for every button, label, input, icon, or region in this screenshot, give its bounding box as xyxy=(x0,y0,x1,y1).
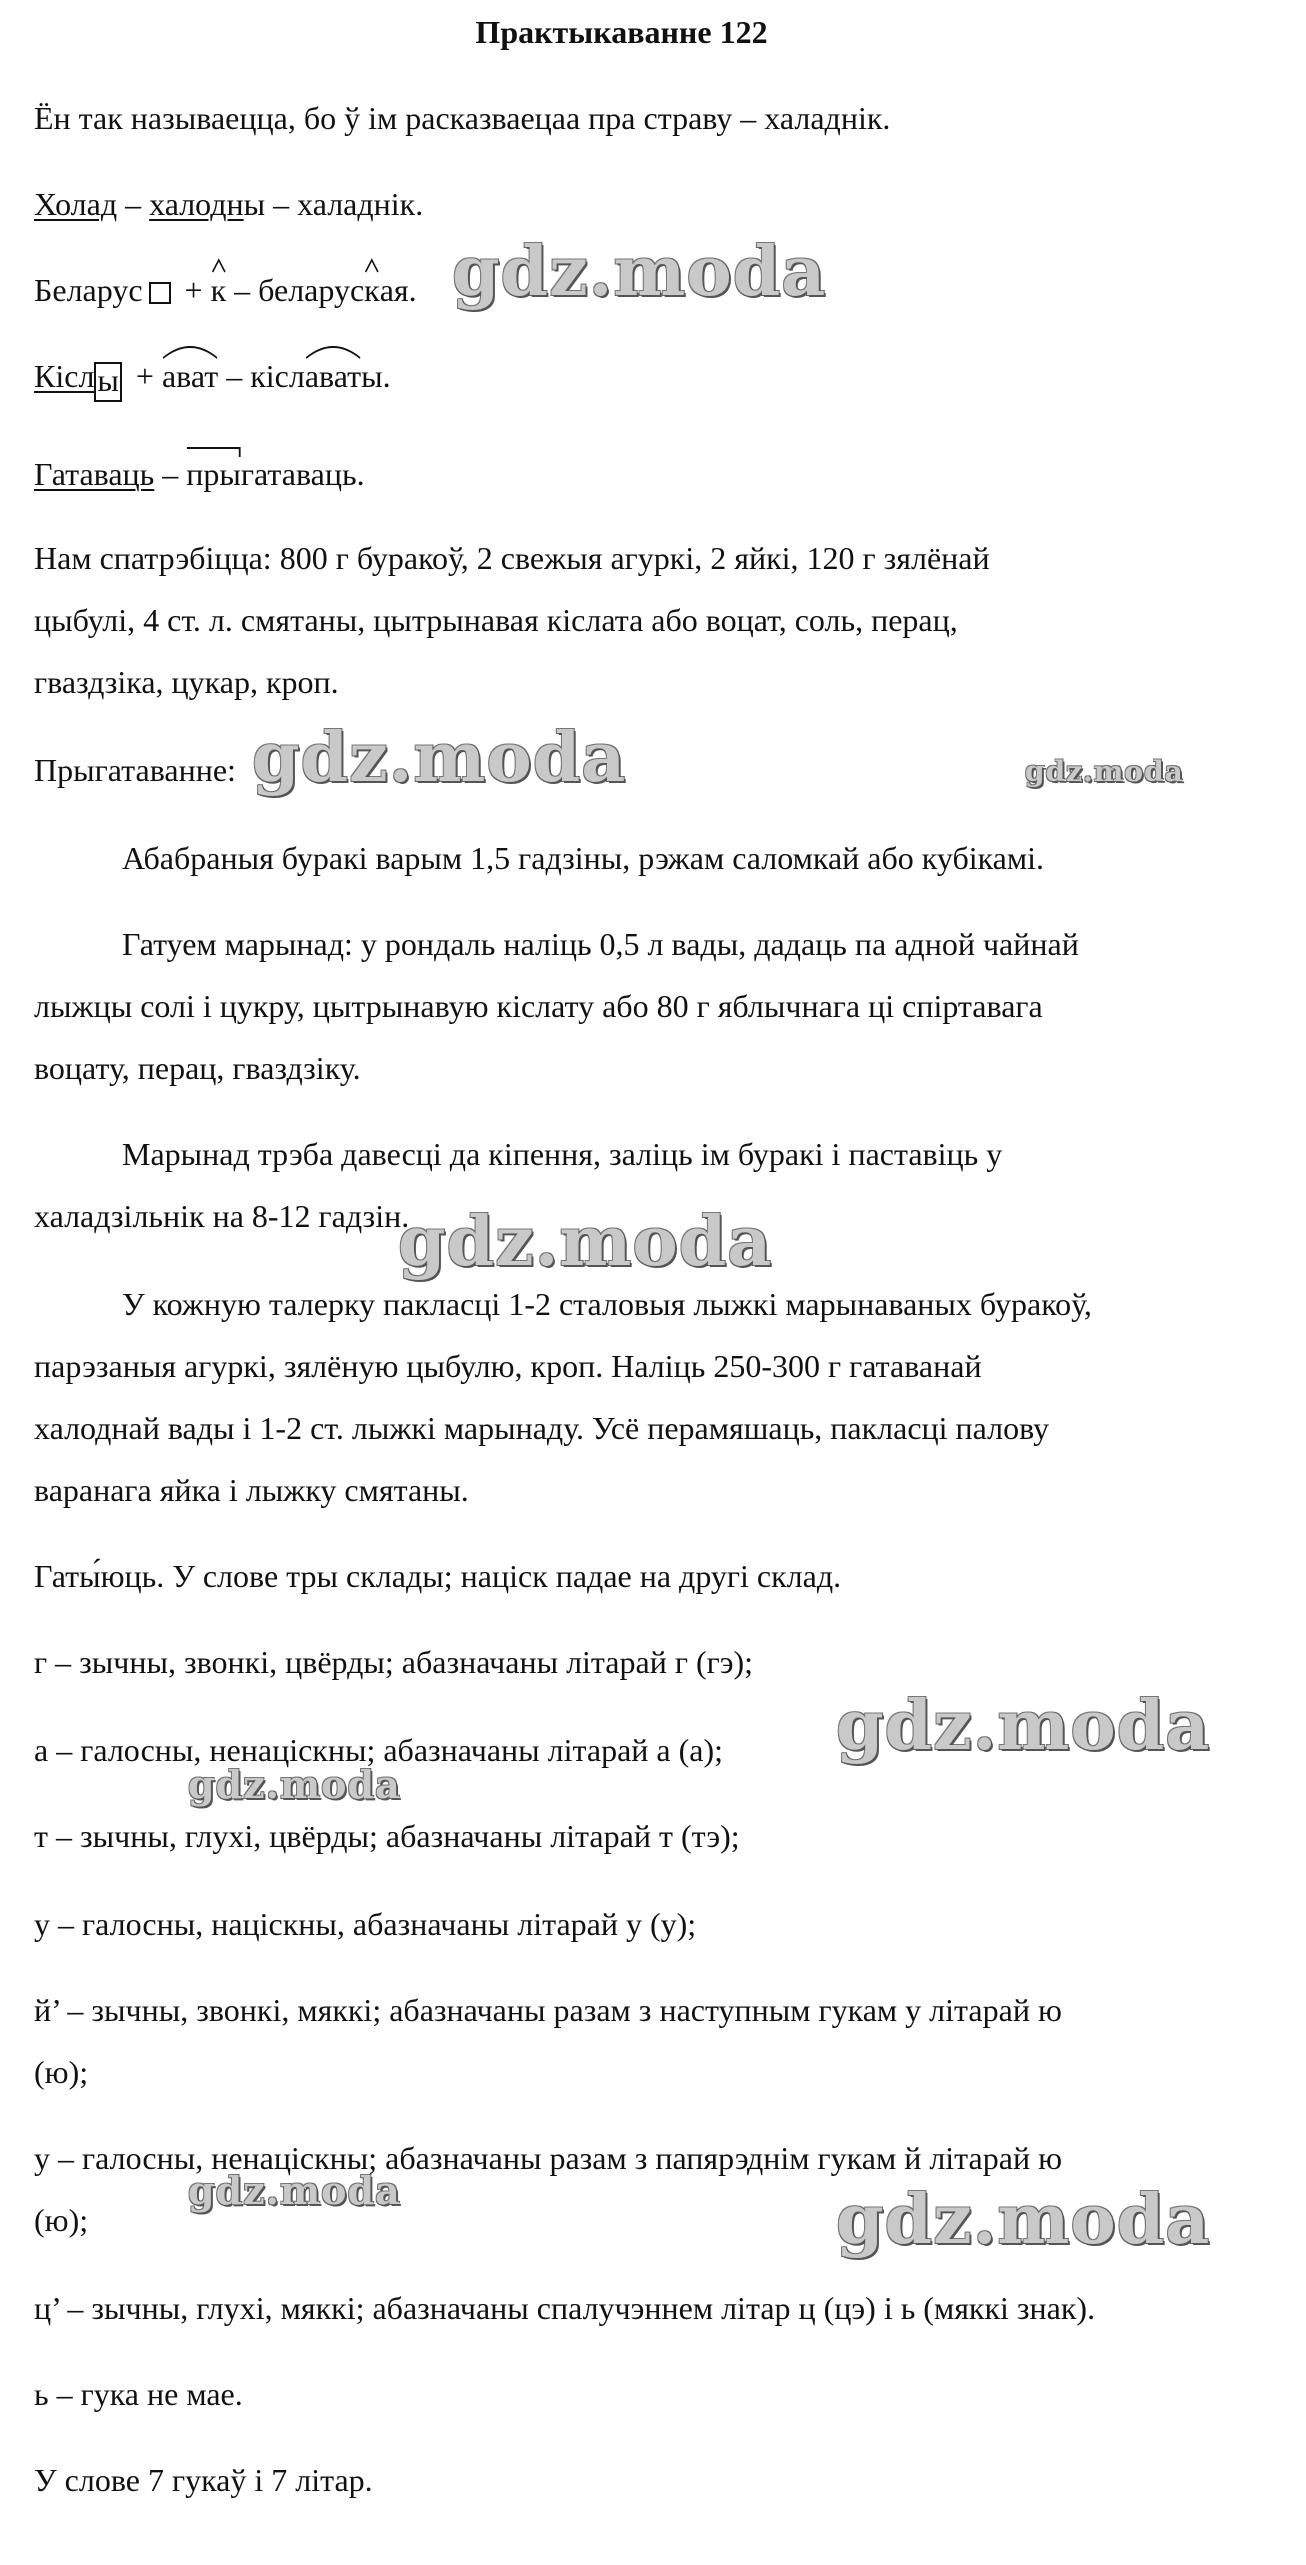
ending-box: ы xyxy=(94,362,122,402)
sound-line-7: ц’ – зычны, глухі, мяккі; абазначаны спалучэннем літар ц (цэ) і ь (мяккі знак). xyxy=(34,2290,1096,2326)
sound-line-5-cont: (ю); xyxy=(34,2054,89,2090)
sound-line-5: й’ – зычны, звонкі, мяккі; абазначаны разам з наступным гукам у літарай ю xyxy=(34,1992,1062,2028)
watermark: gdz.moda xyxy=(1025,755,1184,788)
result-text: – халаднік. xyxy=(265,186,424,222)
result-text-end: ы. xyxy=(361,358,391,394)
watermark: gdz.moda xyxy=(398,1202,773,1282)
suffix-avat-2: ават xyxy=(305,356,361,396)
watermark: gdz.moda xyxy=(452,232,827,312)
word-formation-line-4 xyxy=(34,454,365,494)
watermark: gdz.moda xyxy=(188,2168,401,2213)
ingredients-line-1: Нам спатрэбіцца: 800 г буракоў, 2 свежыя агуркі, 2 яйкі, 120 г зялёнай xyxy=(34,540,990,576)
dash: – xyxy=(154,456,187,492)
suffix-arc-mark xyxy=(305,342,361,360)
suffix-hat-mark xyxy=(364,258,380,274)
analysis-intro: Гаты́юць. У слове тры склады; націск падае на другі склад. xyxy=(34,1558,842,1594)
plus: + xyxy=(176,272,211,308)
step-2-line-3: воцату, перац, гваздзіку. xyxy=(34,1050,361,1086)
watermark: gdz.moda xyxy=(836,1686,1211,1766)
step-1-line-1: Абабраныя буракі варым 1,5 гадзіны, рэжам саломкай або кубікамі. xyxy=(122,840,1045,876)
step-3-line-1: Марынад трэба давесці да кіпення, заліць ім буракі і паставіць у xyxy=(122,1136,1003,1172)
word-belarus: Беларус xyxy=(34,272,143,308)
suffix-avat: ават xyxy=(162,356,218,396)
result-text-start: – беларус xyxy=(226,272,365,308)
plus: + xyxy=(127,358,162,394)
result-text-start: – кісл xyxy=(218,358,305,394)
suffix-arc-mark xyxy=(162,342,218,360)
root-kisl: Кісл xyxy=(34,358,95,394)
sound-line-4: у – галосны, націскны, абазначаны літарай у (у); xyxy=(34,1906,697,1942)
result-text: гатаваць. xyxy=(240,456,365,492)
result-text-end: ая. xyxy=(379,272,417,308)
word-formation-line-1 xyxy=(34,184,423,224)
step-4-line-1: У кожную талерку пакласці 1-2 сталовыя лыжкі марынаваных буракоў, xyxy=(122,1286,1092,1322)
step-3-line-2: халадзільнік на 8-12 гадзін. xyxy=(34,1198,410,1234)
step-4-line-2: парэзаныя агуркі, зялёную цыбулю, кроп. Наліць 250-300 г гатаванай xyxy=(34,1348,982,1384)
suffix-k-2: к xyxy=(364,270,380,310)
cooking-label: Прыгатаванне: xyxy=(34,752,236,788)
prefix-pry: пры xyxy=(186,454,241,494)
word-formation-line-3 xyxy=(34,356,391,402)
summary-line: У слове 7 гукаў і 7 літар. xyxy=(34,2462,373,2498)
word-holad: Холад xyxy=(34,186,118,222)
step-2-line-1: Гатуем марынад: у рондаль наліць 0,5 л вады, дадаць па адной чайнай xyxy=(122,926,1079,962)
step-2-line-2: лыжцы солі і цукру, цытрынавую кіслату або 80 г яблычнага ці спіртавага xyxy=(34,988,1043,1024)
suffix-hat-mark xyxy=(211,258,227,274)
sound-line-6-cont: (ю); xyxy=(34,2202,89,2238)
sound-line-1: г – зычны, звонкі, цвёрды; абазначаны літарай г (гэ); xyxy=(34,1644,754,1680)
prefix-mark xyxy=(186,446,241,458)
word-halodn: халодн xyxy=(149,186,244,222)
word-gatavats: Гатаваць xyxy=(34,456,155,492)
step-4-line-4: варанага яйка і лыжку смятаны. xyxy=(34,1472,469,1508)
page-title: Практыкаванне 122 xyxy=(475,14,768,50)
sound-line-3: т – зычны, глухі, цвёрды; абазначаны літарай т (тэ); xyxy=(34,1818,740,1854)
sound-line-6: у – галосны, ненаціскны; абазначаны разам з папярэднім гукам й літарай ю xyxy=(34,2140,1062,2176)
ingredients-line-2: цыбулі, 4 ст. л. смятаны, цытрынавая кіслата або воцат, соль, перац, xyxy=(34,602,958,638)
watermark: gdz.moda xyxy=(836,2180,1211,2260)
word-formation-line-2 xyxy=(34,270,417,310)
sound-line-8: ь – гука не мае. xyxy=(34,2376,243,2412)
suffix-k: к xyxy=(211,270,227,310)
ingredients-line-3: гваздзіка, цукар, кроп. xyxy=(34,664,339,700)
sound-line-2: а – галосны, ненаціскны; абазначаны літарай а (а); xyxy=(34,1732,724,1768)
word-ending: ы xyxy=(243,186,266,222)
watermark: gdz.moda xyxy=(188,1762,401,1807)
watermark: gdz.moda xyxy=(252,718,627,798)
zero-ending-box xyxy=(149,282,171,304)
intro-line: Ён так называецца, бо ў ім расказваецаа пра страву – халаднік. xyxy=(34,100,891,136)
step-4-line-3: халоднай вады і 1-2 ст. лыжкі марынаду. Усё перамяшаць, пакласці палову xyxy=(34,1410,1050,1446)
dash: – xyxy=(117,186,150,222)
